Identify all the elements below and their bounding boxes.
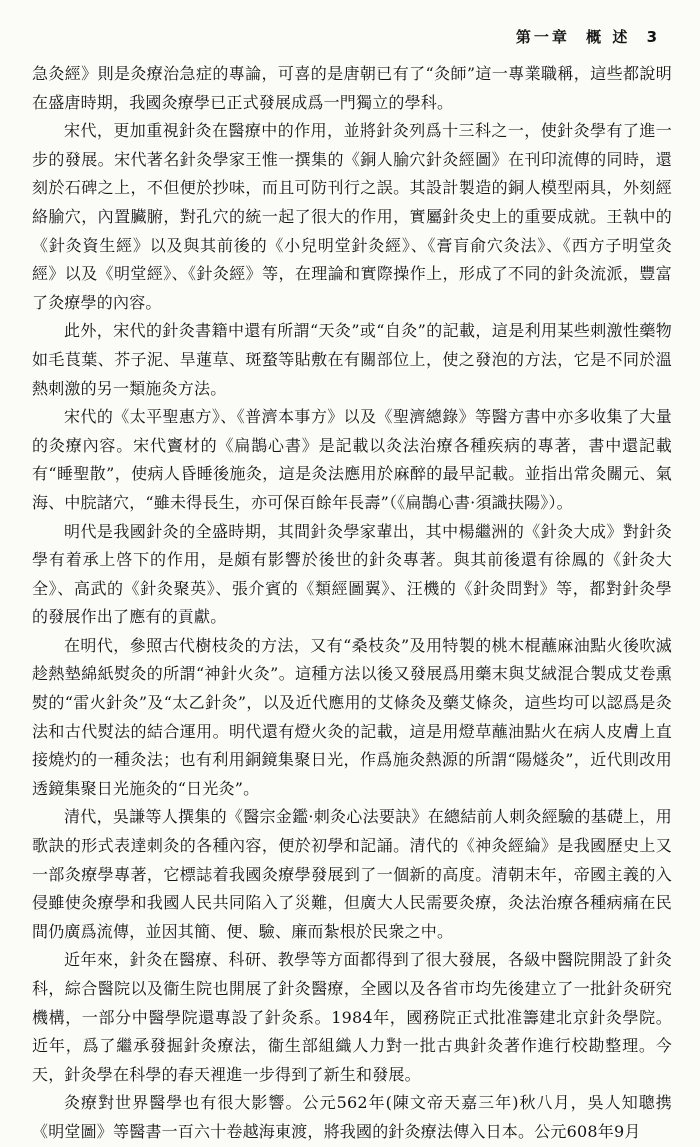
paragraph: 清代，吳謙等人撰集的《醫宗金鑑·刺灸心法要訣》在總結前人刺灸經驗的基礎上，用歌訣的形式表達刺灸的各種內容，便於初學和記誦。清代的《神灸經綸》是我國歷史上又一部灸療學專著，它標誌着我國灸療學發展到了一個新的高度。清朝末年，帝國主義的入侵雖使灸療學和我國人民共同陷入了災難，但廣大人民需要灸療，灸法治療各種病痛在民間仍廣爲流傳，並因其簡、便、驗、廉而紮根於民衆之中。 — [32, 807, 672, 941]
paragraph: 灸療對世界醫學也有很大影響。公元562年(陳文帝天嘉三年)秋八月，吳人知聰携《明堂圖》等醫書一百六十卷越海東渡，將我國的針灸療法傳入日本。公元608年9月 — [32, 1093, 672, 1141]
chapter-title: 概 述 — [586, 28, 631, 46]
page-number: 3 — [646, 28, 660, 46]
paragraph: 此外，宋代的針灸書籍中還有所謂“天灸”或“自灸”的記載，這是利用某些刺激性藥物如毛茛葉、芥子泥、旱蓮草、斑蝥等貼敷在有關部位上，使之發泡的方法，它是不同於溫熱刺激的另一類施灸方法。 — [32, 321, 672, 398]
paragraph: 在明代，參照古代樹枝灸的方法，又有“桑枝灸”及用特製的桃木棍蘸麻油點火後吹滅趁熱墊綿紙熨灸的所謂“神針火灸”。這種方法以後又發展爲用藥末與艾絨混合製成艾卷熏熨的“雷火針灸”及“太乙針灸”，以及近代應用的艾條灸及藥艾條灸，這些均可以認爲是灸法和古代熨法的結合運用。明代還有燈火灸的記載，這是用燈草蘸油點火在病人皮膚上直接燒灼的一種灸法；也有利用銅鏡集聚日光，作爲施灸熱源的所謂“陽燧灸”，近代則改用透鏡集聚日光施灸的“日光灸”。 — [32, 635, 672, 798]
paragraph: 宋代，更加重視針灸在醫療中的作用，並將針灸列爲十三科之一，使針灸學有了進一步的發展。宋代著名針灸學家王惟一撰集的《銅人腧穴針灸經圖》在刊印流傳的同時，還刻於石碑之上，不但便於抄味，而且可防刊行之誤。其設計製造的銅人模型兩具，外刻經絡腧穴，內置臟腑，對孔穴的統一起了很大的作用，實屬針灸史上的重要成就。王執中的《針灸資生經》以及與其前後的《小兒明堂針灸經》、《膏肓俞穴灸法》、《西方子明堂灸經》以及《明堂經》、《針灸經》等，在理論和實際操作上，形成了不同的針灸流派，豐富了灸療學的內容。 — [32, 121, 672, 312]
running-header — [508, 26, 660, 47]
chapter-label: 第一章 — [515, 28, 570, 46]
paragraph: 急灸經》則是灸療治急症的專論，可喜的是唐朝已有了“灸師”這一專業職稱，這些都說明在盛唐時期，我國灸療學已正式發展成爲一門獨立的學科。 — [32, 64, 672, 112]
paragraph: 明代是我國針灸的全盛時期，其間針灸學家輩出，其中楊繼洲的《針灸大成》對針灸學有着承上啓下的作用，是頗有影響於後世的針灸專著。與其前後還有徐鳳的《針灸大全》、高武的《針灸聚英》、張介賓的《類經圖翼》、汪機的《針灸問對》等，都對針灸學的發展作出了應有的貢獻。 — [32, 521, 672, 627]
paragraph: 宋代的《太平聖惠方》、《普濟本事方》以及《聖濟總錄》等醫方書中亦多收集了大量的灸療內容。宋代竇材的《扁鵲心書》是記載以灸法治療各種疾病的專著，書中還記載有“睡聖散”，使病人昏睡後施灸，這是灸法應用於麻醉的最早記載。並指出常灸關元、氣海、中脘諸穴，“雖未得長生，亦可保百餘年長壽”（《扁鵲心書·須識扶陽》）。 — [32, 407, 672, 512]
paragraph: 近年來，針灸在醫療、科研、教學等方面都得到了很大發展，各級中醫院開設了針灸科，綜合醫院以及衞生院也開展了針灸醫療，全國以及各省市均先後建立了一批針灸研究機構，一部分中醫學院還專設了針灸系。1984年，國務院正式批准籌建北京針灸學院。近年，爲了繼承發掘針灸療法，衞生部組織人力對一批古典針灸著作進行校勘整理。今天，針灸學在科學的春天裡進一步得到了新生和發展。 — [32, 950, 672, 1084]
body-text — [32, 60, 672, 1147]
